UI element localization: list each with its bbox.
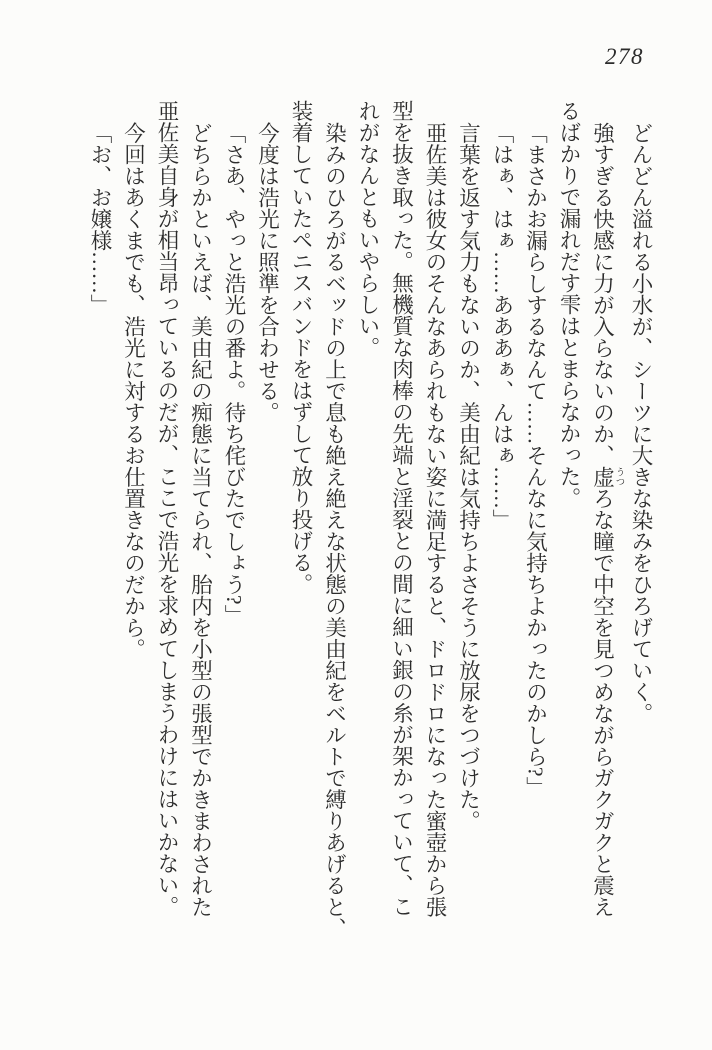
text-column: 今回はあくまでも、浩光に対するお仕置きなのだから。 xyxy=(121,121,146,659)
text-column: どんどん溢れる小水が、シーツに大きな染みをひろげていく。 xyxy=(629,121,653,724)
text-column: 染みのひろがるベッドの上で息も絶え絶えな状態の美由紀をベルトで縛りあげると、 xyxy=(322,121,347,939)
page-number: 278 xyxy=(605,44,644,69)
text-column: 亜佐美自身が相当昂っているのだが、ここで浩光を求めてしまうわけにはいかない。 xyxy=(155,100,179,917)
text-column: どちらかといえば、美由紀の痴態に当てられ、胎内を小型の張型でかきまわされた xyxy=(188,121,213,917)
text-column: 装着していたペニスバンドをはずして放り投げる。 xyxy=(289,100,313,595)
text-column: れがなんともいやらしい。 xyxy=(356,100,380,358)
text-column: るばかりで漏れだす雫はとまらなかった。 xyxy=(557,100,581,509)
text-column: 型を抜き取った。無機質な肉棒の先端と淫裂との間に細い銀の糸が架かっていて、こ xyxy=(389,100,414,917)
text-column: 言葉を返す気力もないのか、美由紀は気持ちよさそうに放尿をつづけた。 xyxy=(456,121,481,831)
text-column: 今度は浩光に照準を合わせる。 xyxy=(255,121,280,423)
text-column: 「はぁ、はぁ……あああぁ、んはぁ……」 xyxy=(490,121,514,530)
text-column: 「まさかお漏らしするなんて……そんなに気持ちよかったのかしら?」 xyxy=(523,121,548,798)
text-column-container xyxy=(83,100,658,952)
furigana-ruby: 虚 うつ xyxy=(590,465,624,487)
text-column: 「さあ、やっと浩光の番よ。待ち侘びたでしょう?」 xyxy=(222,121,246,626)
text-column: 「お、お嬢様……」 xyxy=(88,121,112,315)
text-column: 亜佐美は彼女のそんなあられもない姿に満足すると、ドロドロになった蜜壺から張 xyxy=(423,121,447,917)
text-column: 強すぎる快感に力が入らないのか、虚 うつろな瞳で中空を見つめながらガクガクと震え xyxy=(590,121,624,917)
